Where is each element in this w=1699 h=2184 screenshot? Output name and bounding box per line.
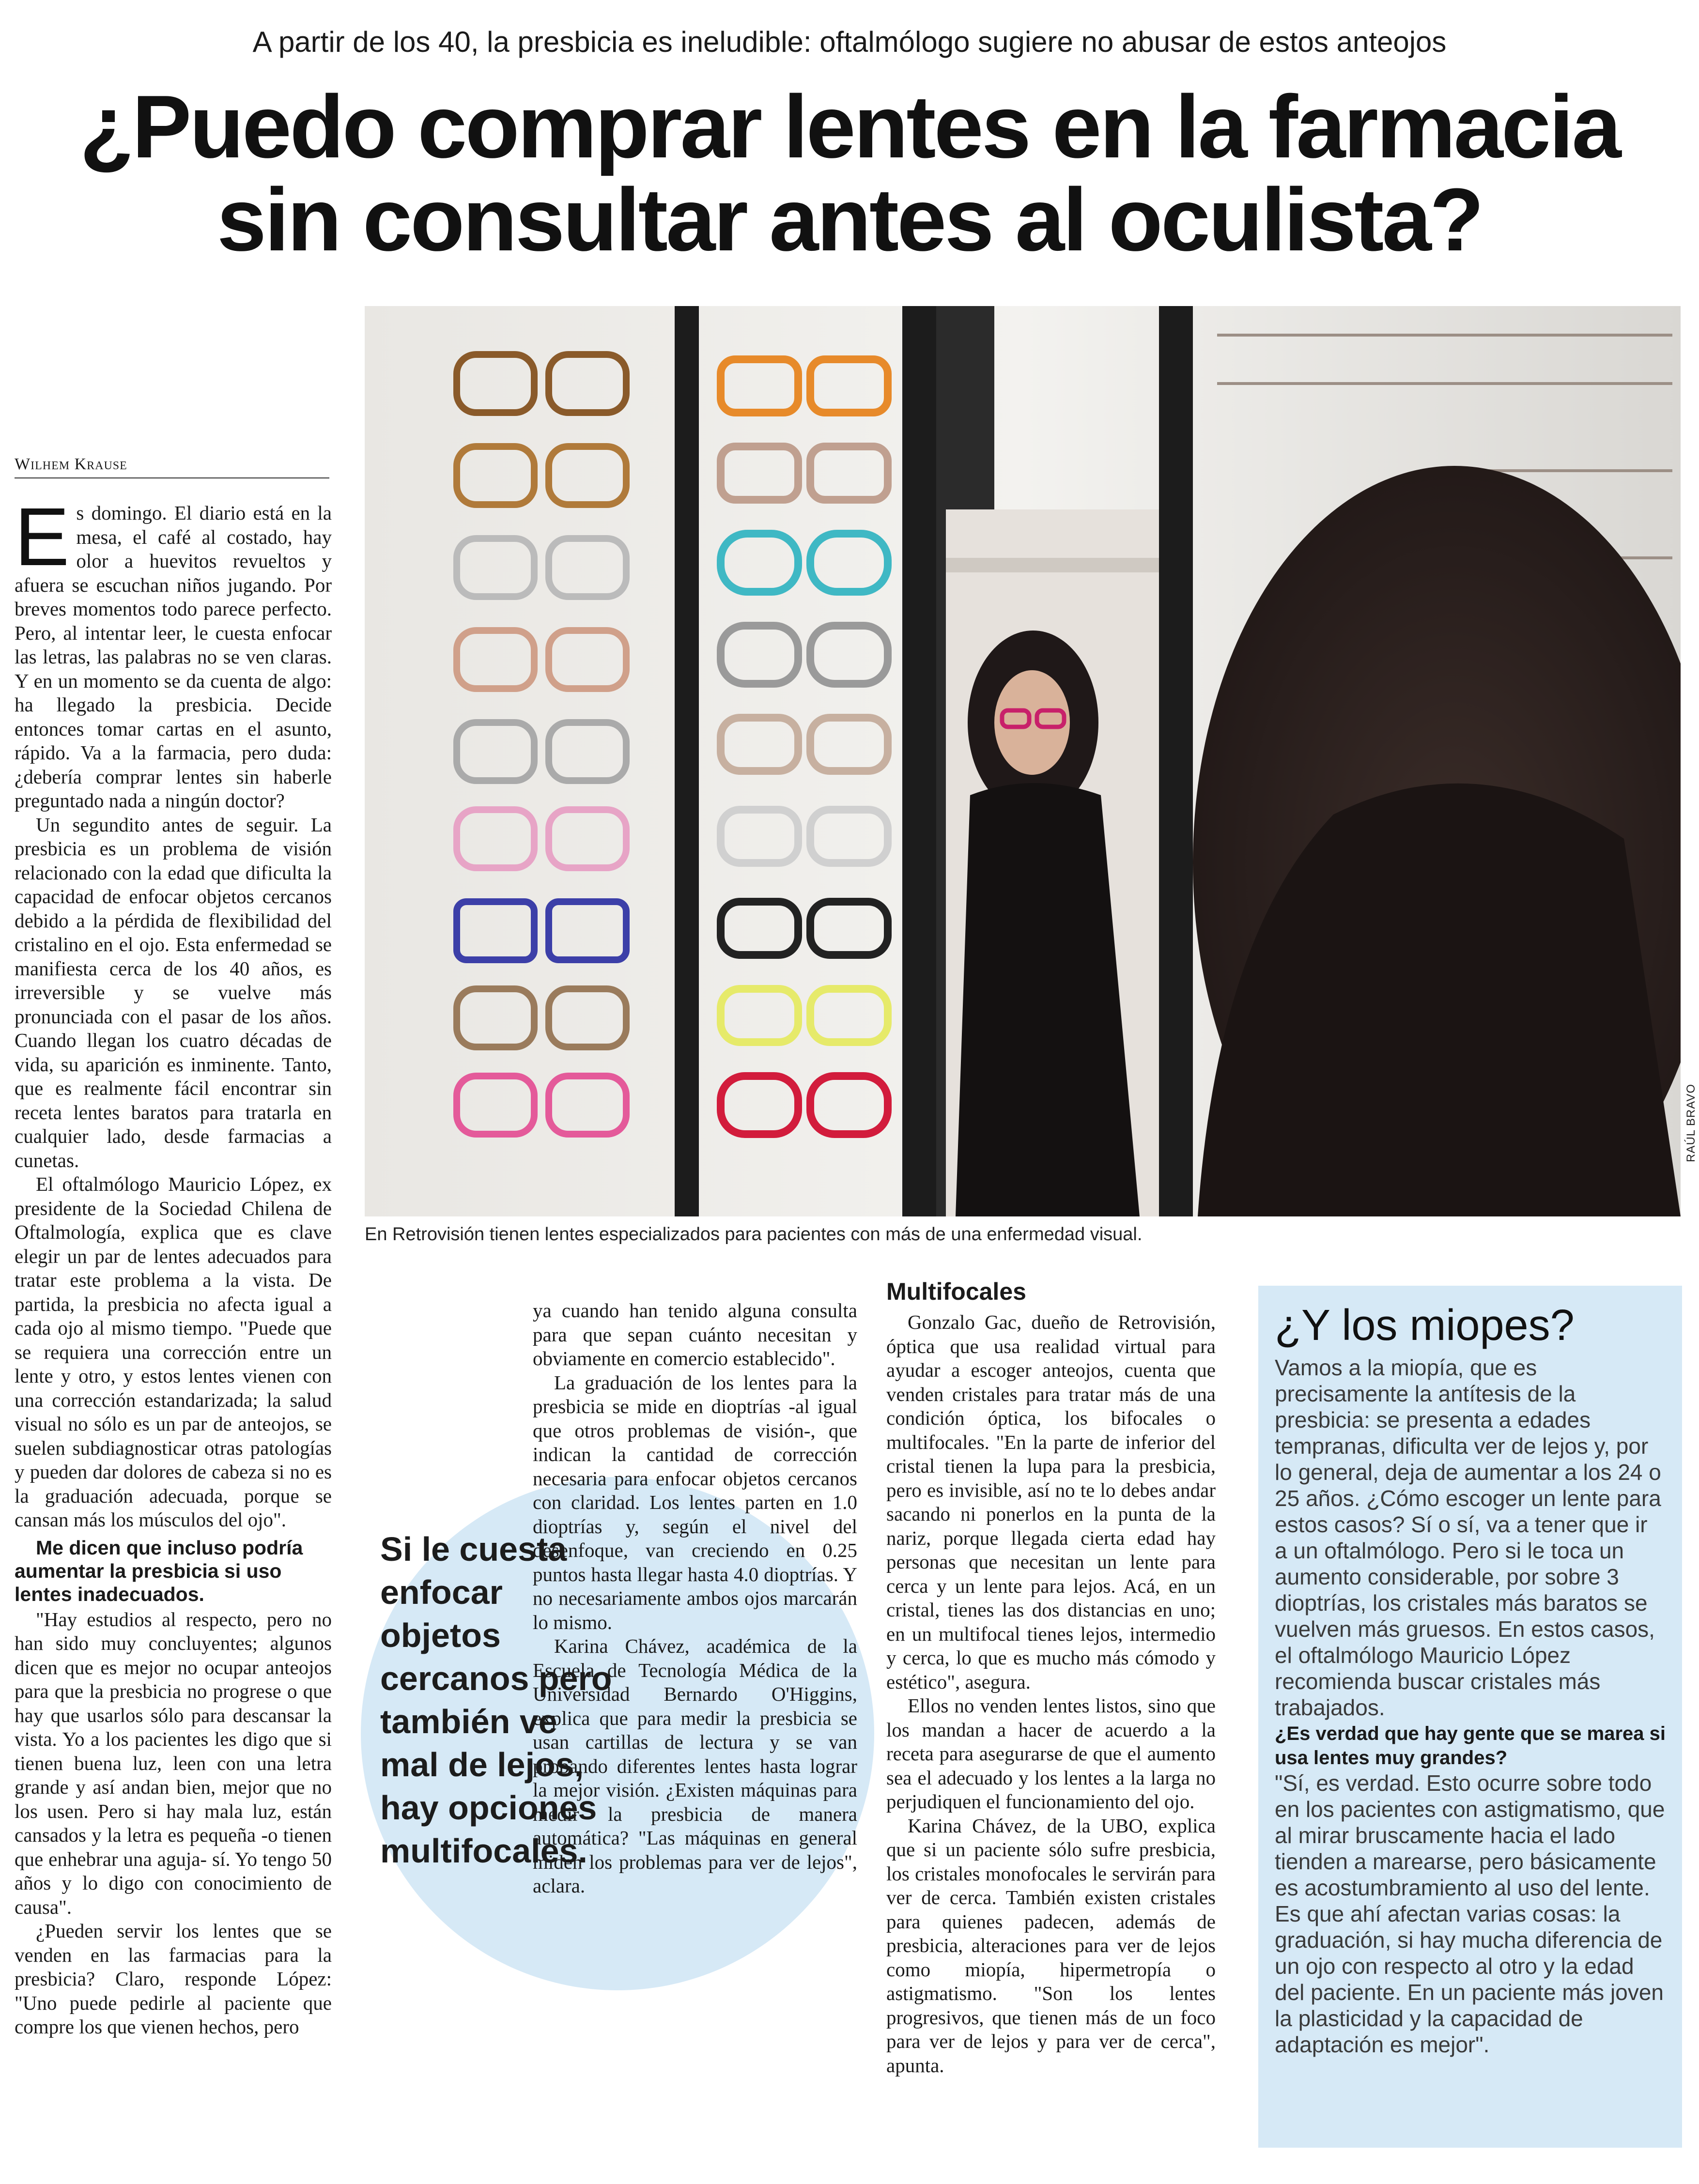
intro-text: s domingo. El diario está en la mesa, el café al costado, hay olor a huevitos revueltos y afuera se escuchan niños jugando. Por breves momentos todo parece perfecto. Pero, al intentar leer, le cuesta enfocar las letras, las palabras no se ven claras. Y en un momento se da cuenta de algo: ha llegado la presbicia. Decide entonces tomar cartas en el asunto, rápido. Va a la farmacia, pero duda: ¿debería comprar lentes sin haberle preguntado nada a ningún doctor? bbox=[15, 502, 332, 812]
photo-illustration bbox=[365, 306, 1681, 1216]
column-3 bbox=[886, 1277, 1216, 2077]
byline: Wilhem Krause bbox=[15, 455, 329, 478]
section-heading: Multifocales bbox=[886, 1278, 1026, 1305]
paragraph: Karina Chávez, académica de la Escuela de Tecnología Médica de la Universidad Bernardo O'Higgins, explica que para medir la presbicia se usan cartillas de lectura y se van probando diferentes lentes hasta lograr la mejor visión. ¿Existen máquinas para medir la presbicia de manera automática? "Las máquinas en general miden los problemas para ver de lejos", aclara. bbox=[533, 1635, 857, 1897]
paragraph: Karina Chávez, de la UBO, explica que si un paciente sólo sufre presbicia, los cristales monofocales le servirán para ver de cerca. También existen cristales para quienes padecen, además de presbicia, alteraciones para ver de lejos como miopía, hipermetropía o astigmatismo. "Son los lentes progresivos, que tienen más de un foco para ver de lejos y para ver de cerca", apunta. bbox=[886, 1814, 1216, 2076]
photo-credit: RAÚL BRAVO bbox=[1684, 1083, 1698, 1162]
column-2 bbox=[533, 1299, 857, 1898]
headline-line-2: sin consultar antes al oculista? bbox=[216, 169, 1483, 269]
pullquote: Si le cuesta enfocar objetos cercanos pero también ve mal de lejos, hay opciones multifocales. bbox=[380, 1530, 612, 1870]
paragraph: Ellos no venden lentes listos, sino que los mandan a hacer de acuerdo a la receta para asegurarse de que el aumento sea el adecuado y los lentes a la larga no perjudiquen el funcionamiento del ojo. bbox=[886, 1694, 1216, 1813]
kicker: A partir de los 40, la presbicia es ineludible: oftalmólogo sugiere no abusar de estos anteojos bbox=[252, 26, 1447, 58]
sidebar-title: ¿Y los miopes? bbox=[1275, 1301, 1575, 1350]
drop-cap: E bbox=[15, 491, 70, 583]
photo-caption: En Retrovisión tienen lentes especializados para pacientes con más de una enfermedad visual. bbox=[365, 1224, 1143, 1245]
headline bbox=[48, 77, 1651, 269]
sidebar-question: ¿Es verdad que hay gente que se marea si usa lentes muy grandes? bbox=[1275, 1723, 1666, 1769]
paragraph: El oftalmólogo Mauricio López, ex presidente de la Sociedad Chilena de Oftalmología, explica que es clave elegir un par de lentes adecuados para tratar este problema a la vista. De partida, la presbicia no afecta igual a cada ojo al mismo tiempo. "Puede que se requiera una corrección entre un lente y otro, y estos lentes vienen con una corrección estandarizada; la salud visual no sólo es un par de anteojos, se suelen subdiagnosticar otras patologías y pueden dar dolores de cabeza si no es la graduación adecuada, porque se cansan más los músculos del ojo". bbox=[15, 1173, 332, 1531]
sidebar-box bbox=[1258, 1286, 1682, 2148]
subhead: Me dicen que incluso podría aumentar la presbicia si uso lentes inadecuados. bbox=[15, 1536, 303, 1605]
paragraph: La graduación de los lentes para la presbicia se mide en dioptrías -al igual que otros problemas de visión-, que indican la cantidad de corrección necesaria para enfocar objetos cercanos con claridad. Los lentes parten en 1.0 dioptrías y, según el nivel del desenfoque, van creciendo en 0.25 puntos hasta llegar hasta 4.0 dioptrías. Y no necesariamente ambos ojos marcarán lo mismo. bbox=[533, 1371, 857, 1633]
paragraph: Un segundito antes de seguir. La presbicia es un problema de visión relacionado con la edad que dificulta la capacidad de enfocar objetos cercanos debido a la pérdida de flexibilidad del cristalino en el ojo. Esta enfermedad se manifiesta cerca de los 40 años, es irreversible y se vuelve más pronunciada con el pasar de los años. Cuando llegan los cuatro décadas de vida, su aparición es inminente. Tanto, que es realmente fácil encontrar sin receta lentes baratos para tratarla en cualquier lado, desde farmacias a cunetas. bbox=[15, 813, 332, 1171]
paragraph: ya cuando han tenido alguna consulta para que sepan cuánto necesitan y obviamente en comercio establecido". bbox=[533, 1299, 857, 1369]
intro-paragraph bbox=[15, 491, 332, 813]
paragraph: "Hay estudios al respecto, pero no han sido muy concluyentes; algunos dicen que es mejor no ocupar anteojos para que la presbicia no progrese o que hay que usarlos sólo para descansar la vista. Yo a los pacientes les digo que si tienen buena luz, leen con una letra grande y así andan bien, mejor que no los usen. Pero si hay mala luz, están cansados y la letra es pequeña -o tienen que enhebrar una aguja- sí. Yo tengo 50 años y lo digo con conocimiento de causa". bbox=[15, 1608, 332, 1918]
headline-line-1: ¿Puedo comprar lentes en la farmacia bbox=[79, 77, 1620, 176]
sidebar-paragraph: Vamos a la miopía, que es precisamente la antítesis de la presbicia: se presenta a edades tempranas, dificulta ver de lejos y, por lo general, deja de aumentar a los 24 o 25 años. ¿Cómo escoger un lente para estos casos? Sí o sí, va a tener que ir a un oftalmólogo. Pero si le toca un aumento considerable, por sobre 3 dioptrías, los cristales más baratos se vuelven más gruesos. En estos casos, el oftalmólogo Mauricio López recomienda buscar cristales más trabajados. bbox=[1275, 1355, 1661, 1720]
column-1 bbox=[15, 491, 332, 2039]
paragraph: Gonzalo Gac, dueño de Retrovisión, óptica que usa realidad virtual para ayudar a escoger anteojos, cuenta que venden cristales para tratar más de una condición óptica, los bifocales o multifocales. "En la parte de inferior del cristal tienen la lupa para la presbicia, pero es invisible, así no te lo debes andar sacando ni ponerlos en la punta de la nariz, porque llegada cierta edad hay personas que necesitan un lente para cerca y un lente para lejos. Acá, en un cristal, tienes las dos distancias en uno; en un multifocal tienes lejos, intermedio y cerca, lo que es mucho más cómodo y estético", asegura. bbox=[886, 1311, 1216, 1693]
paragraph: ¿Pueden servir los lentes que se venden en las farmacias para la presbicia? Claro, responde López: "Uno puede pedirle al paciente que compre los que vienen hechos, pero bbox=[15, 1920, 332, 2038]
sidebar-answer: "Sí, es verdad. Esto ocurre sobre todo en los pacientes con astigmatismo, que al mirar bruscamente hacia el lado tienden a marearse, pero básicamente es acostumbramiento al uso del lente. Es que ahí afectan varias cosas: la graduación, si hay mucha diferencia de un ojo con respecto al otro y la edad del paciente. En un paciente más joven la plasticidad y la capacidad de adaptación es mejor". bbox=[1275, 1770, 1665, 2057]
article-photo bbox=[365, 306, 1681, 1216]
